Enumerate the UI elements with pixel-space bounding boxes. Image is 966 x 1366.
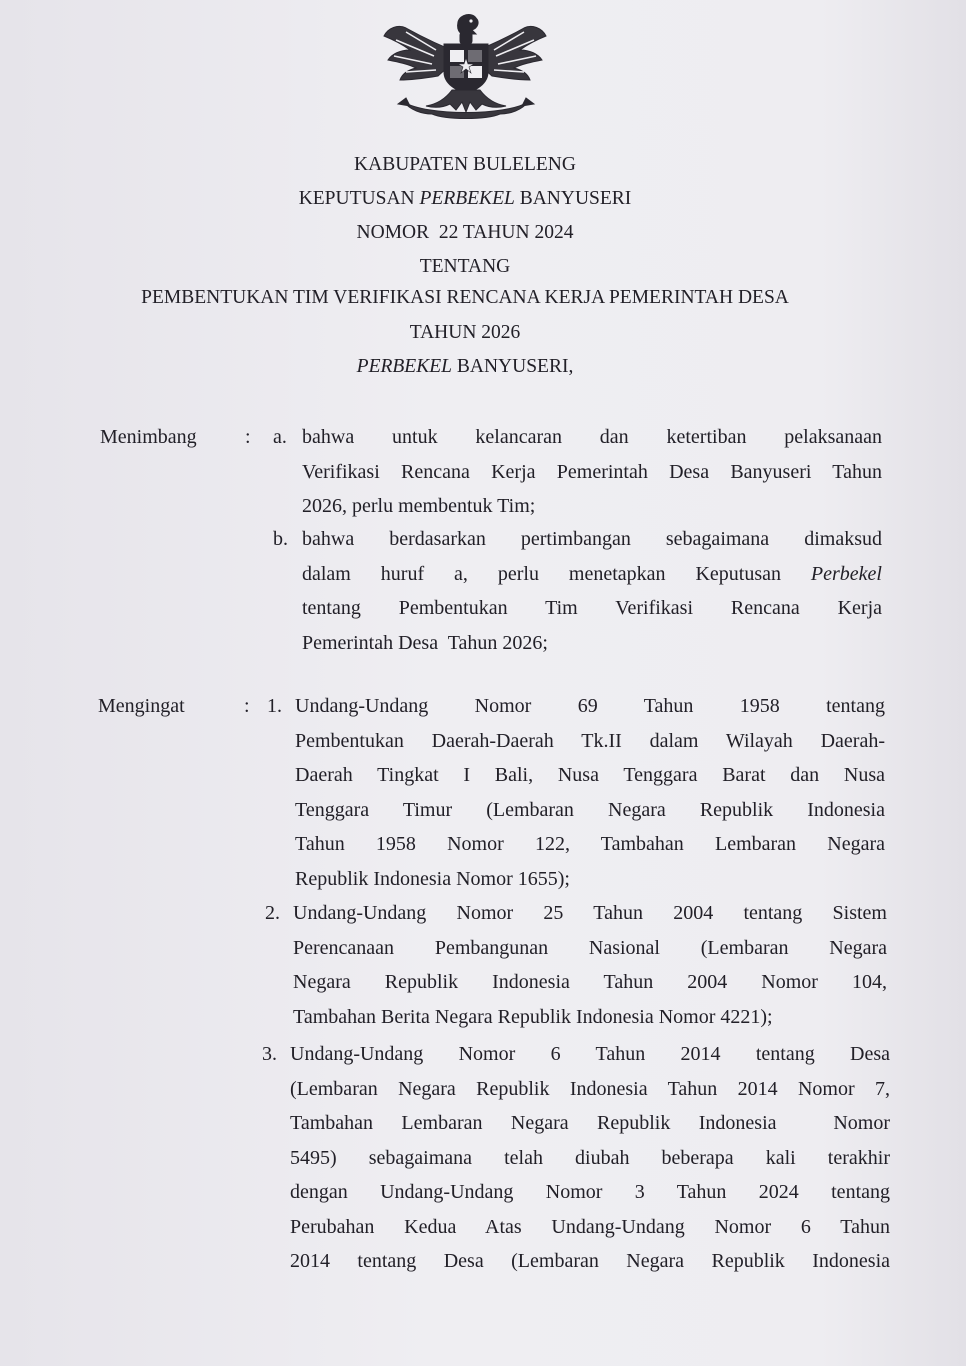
menimbang-marker-a: a. — [273, 426, 287, 448]
header-signatory — [0, 356, 930, 378]
signatory-italic: PERBEKEL — [356, 356, 452, 377]
menimbang-colon: : — [245, 426, 251, 448]
menimbang-label: Menimbang — [100, 426, 197, 448]
text-line: tentang Pembentukan Tim Verifikasi Rencana Kerja — [302, 597, 882, 619]
header-title-line2: TAHUN 2026 — [409, 322, 521, 343]
text-line: Negara Republik Indonesia Tahun 2004 Nomor 104, — [293, 971, 887, 993]
text-line: Tahun 1958 Nomor 122, Tambahan Lembaran Negara — [295, 833, 885, 855]
header-title-line1: PEMBENTUKAN TIM VERIFIKASI RENCANA KERJA PEMERINTAH DESA — [141, 287, 789, 308]
signatory-suffix: BANYUSERI, — [456, 356, 574, 377]
italic-perbekel: Perbekel — [810, 562, 882, 585]
text-line: (Lembaran Negara Republik Indonesia Tahun 2014 Nomor 7, — [290, 1077, 890, 1100]
mengingat-item-2 — [293, 896, 887, 1034]
header-keputusan — [0, 188, 930, 210]
text-line: Undang-Undang Nomor 69 Tahun 1958 tentang — [295, 695, 885, 717]
text-line: Daerah Tingkat I Bali, Nusa Tenggara Barat dan Nusa — [295, 764, 885, 786]
menimbang-marker-b: b. — [273, 528, 288, 550]
text-line: Tambahan Lembaran Negara Republik Indonesia Nomor — [290, 1112, 890, 1134]
text-line: Republik Indonesia Nomor 1655); — [295, 867, 570, 890]
mengingat-marker-2: 2. — [265, 902, 280, 924]
mengingat-marker-3: 3. — [262, 1043, 277, 1065]
text-line: dengan Undang-Undang Nomor 3 Tahun 2024 tentang — [290, 1181, 890, 1203]
keputusan-italic: PERBEKEL — [419, 188, 515, 209]
mengingat-item-1 — [295, 689, 885, 896]
text-line: Tenggara Timur (Lembaran Negara Republik Indonesia — [295, 798, 885, 821]
mengingat-label: Mengingat — [98, 695, 185, 717]
text-line: 5495) sebagaimana telah diubah beberapa kali terakhir — [290, 1146, 890, 1169]
text-line: Perencanaan Pembangunan Nasional (Lembaran Negara — [293, 936, 887, 959]
mengingat-marker-1: 1. — [267, 695, 282, 717]
mengingat-item-3 — [290, 1037, 890, 1279]
garuda-emblem-icon — [376, 10, 554, 120]
text-line: Pembentukan Daerah-Daerah Tk.II dalam Wilayah Daerah- — [295, 729, 885, 752]
header-tentang: TENTANG — [419, 256, 511, 277]
text-line: Tambahan Berita Negara Republik Indonesia Nomor 4221); — [293, 1005, 773, 1028]
text-line: dalam huruf a, perlu menetapkan Keputusan Perbekel — [302, 562, 882, 585]
text-line: Perubahan Kedua Atas Undang-Undang Nomor 6 Tahun — [290, 1215, 890, 1238]
keputusan-prefix: KEPUTUSAN — [298, 188, 415, 209]
text-line: Undang-Undang Nomor 6 Tahun 2014 tentang Desa — [290, 1043, 890, 1065]
menimbang-item-a — [302, 420, 882, 524]
text-line: Verifikasi Rencana Kerja Pemerintah Desa Banyuseri Tahun — [302, 460, 882, 483]
text-line: Undang-Undang Nomor 25 Tahun 2004 tentang Sistem — [293, 902, 887, 924]
header-nomor: NOMOR 22 TAHUN 2024 — [356, 222, 574, 243]
mengingat-colon: : — [244, 695, 250, 717]
text-line: Pemerintah Desa Tahun 2026; — [302, 631, 548, 654]
text-line: 2026, perlu membentuk Tim; — [302, 495, 536, 517]
menimbang-item-b — [302, 522, 882, 660]
keputusan-suffix: BANYUSERI — [519, 188, 632, 209]
text-line: bahwa berdasarkan pertimbangan sebagaimana dimaksud — [302, 528, 882, 550]
text-line: 2014 tentang Desa (Lembaran Negara Republik Indonesia — [290, 1250, 890, 1272]
text-line: bahwa untuk kelancaran dan ketertiban pelaksanaan — [302, 426, 882, 448]
header-kabupaten: KABUPATEN BULELENG — [354, 154, 576, 175]
